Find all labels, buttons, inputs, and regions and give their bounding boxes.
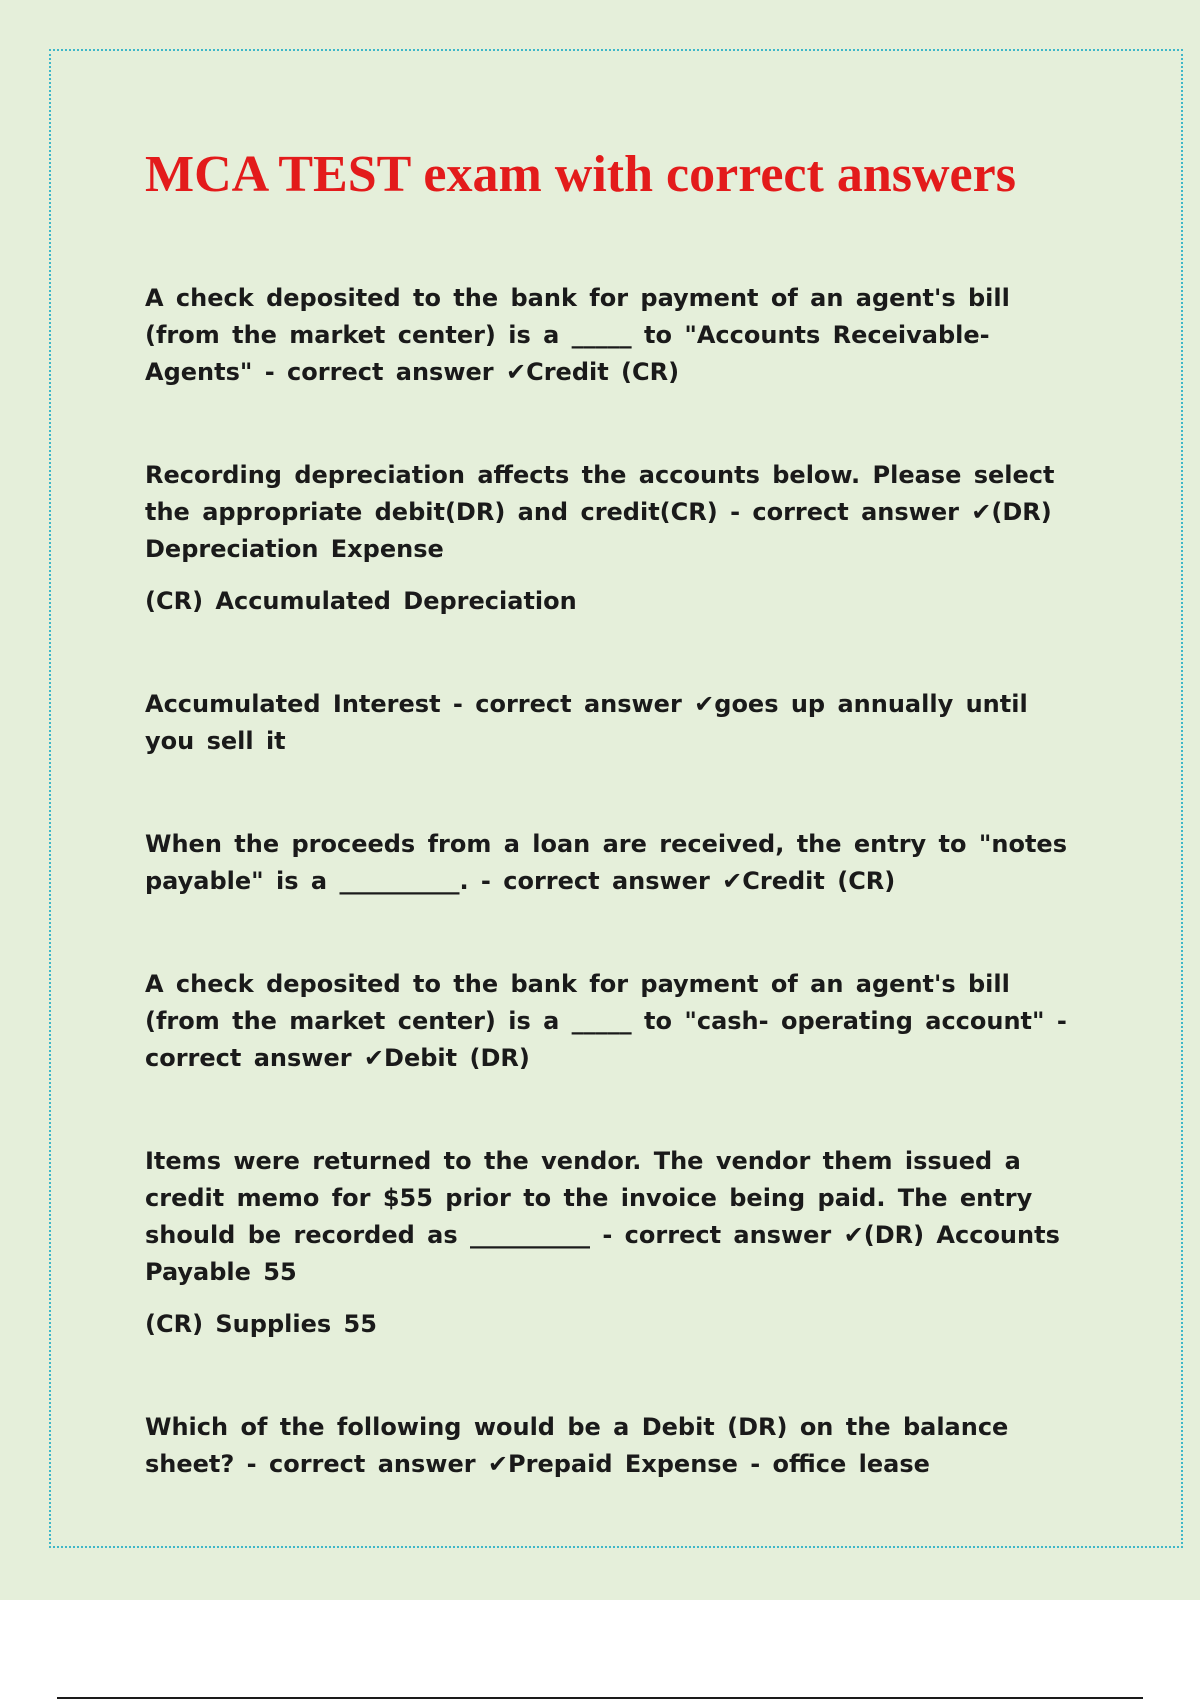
question-text: Which of the following would be a Debit (DR) on the balance sheet? - correct answer ✔Prepaid Expense - office lease — [145, 1413, 1009, 1478]
question-item — [145, 1409, 1085, 1483]
answer-continuation: (CR) Accumulated Depreciation — [145, 587, 577, 615]
question-list — [145, 280, 1085, 1483]
question-item — [145, 457, 1085, 620]
answer-continuation: (CR) Supplies 55 — [145, 1310, 377, 1338]
question-item — [145, 280, 1085, 391]
question-text: Accumulated Interest - correct answer ✔goes up annually until you sell it — [145, 690, 1028, 755]
question-text: A check deposited to the bank for payment of an agent's bill (from the market center) is a _____ to "cash- operating account" - correct answer ✔Debit (DR) — [145, 970, 1067, 1072]
question-item — [145, 686, 1085, 760]
footer-divider — [57, 1697, 1143, 1699]
question-text: When the proceeds from a loan are received, the entry to "notes payable" is a __________. - correct answer ✔Credit (CR) — [145, 830, 1067, 895]
question-item — [145, 826, 1085, 900]
question-text: A check deposited to the bank for payment of an agent's bill (from the market center) is a _____ to "Accounts Receivable- Agents" - correct answer ✔Credit (CR) — [145, 284, 1010, 386]
question-item — [145, 966, 1085, 1077]
question-text: Recording depreciation affects the accounts below. Please select the appropriate debit(DR) and credit(CR) - correct answer ✔(DR) Depreciation Expense — [145, 461, 1055, 563]
document-title: MCA TEST exam with correct answers — [145, 146, 1016, 203]
question-item — [145, 1143, 1085, 1343]
question-text: Items were returned to the vendor. The vendor them issued a credit memo for $55 prior to the invoice being paid. The entry should be recorded as __________ - correct answer ✔(DR) Accounts Payable 55 — [145, 1147, 1060, 1286]
